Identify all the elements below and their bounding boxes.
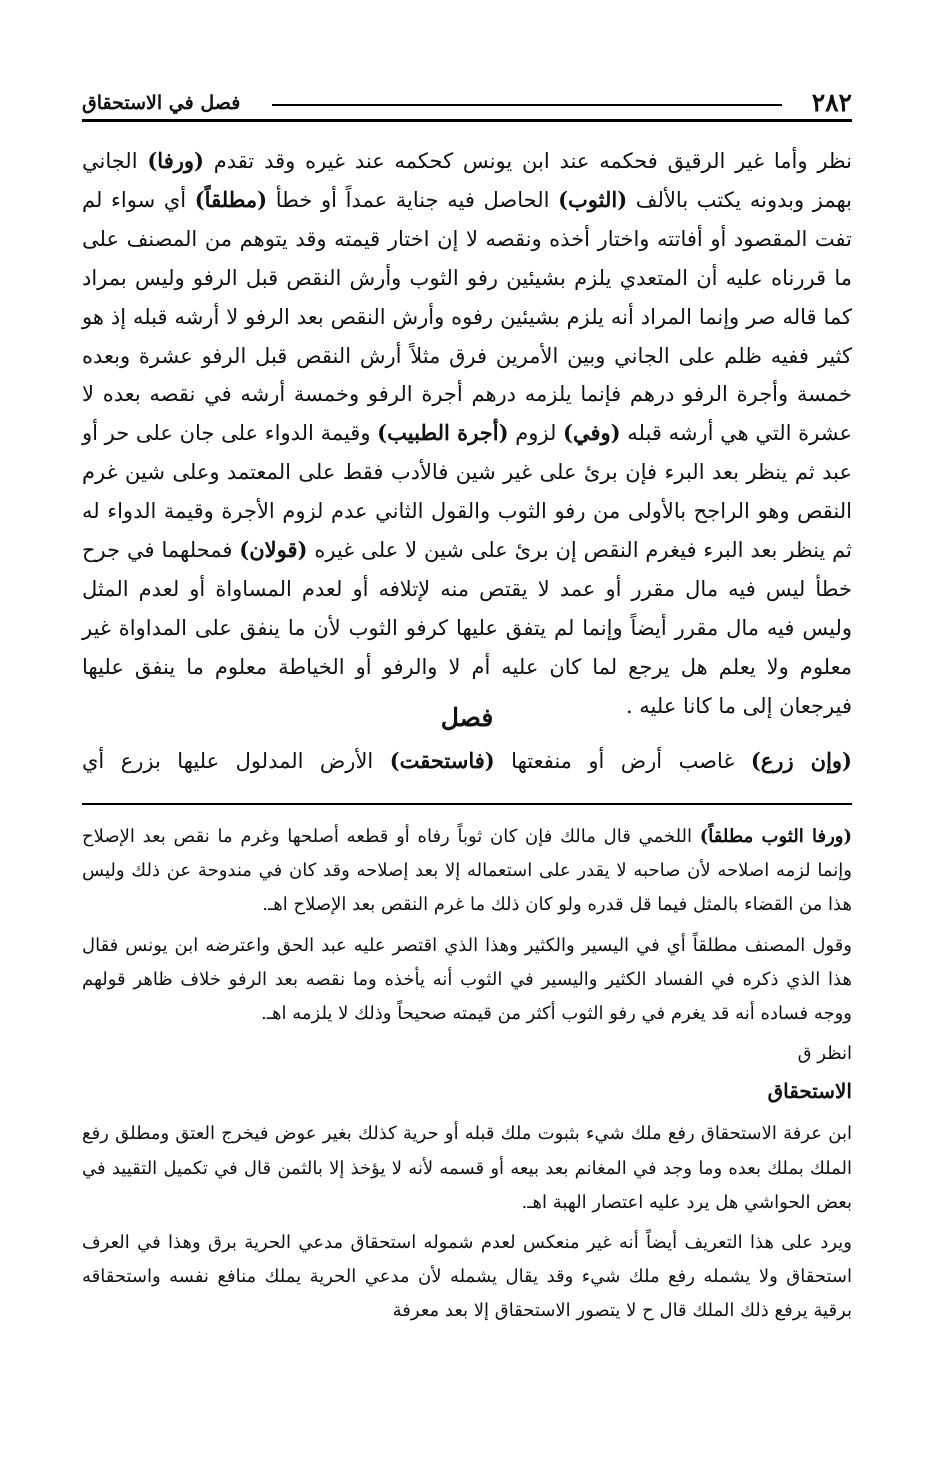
footnote-paragraph-4: ويرد على هذا التعريف أيضاً أنه غير منعكس لعدم شموله استحقاق مدعي الحرية برق وهذا في العرف استحقاق ولا يشمله رفع ملك شيء وقد يقال يشمله لأن مدعي الحرية يملك منافع نفسه واستحقاقه برقية يرفع ذلك الملك قال ح لا يتصور الاستحقاق إلا بعد معرفة [82,1232,852,1322]
section-title: فصل [440,703,494,732]
text-run: نظر وأما غير الرقيق فحكمه عند ابن يونس كحكمه عند غيره وقد تقدم [203,149,852,173]
bold-keyword: (ورفا الثوب مطلقاً) [699,826,852,847]
footnote-subheading: الاستحقاق [767,1079,852,1104]
text-run: الجاني بهمز وبدونه يكتب بالألف [82,149,853,212]
bold-keyword: (وفي) [563,420,621,446]
bold-keyword: (وإن زرع) [750,748,852,773]
footnote-paragraph-2: وقول المصنف مطلقاً أي في اليسير والكثير وهذا الذي اقتصر عليه عبد الحق واعترضه ابن يونس فقال هذا الذي ذكره في الفساد الكثير واليسير في الثوب أنه يأخذه وما نقصه بعد الرفو خلاف ظاهر قولهم ووجه فساده أنه قد يغرم في رفو الثوب أكثر من قيمته صحيحاً وذلك لا يلزمه اهـ. [82,934,852,1025]
footnote-separator [82,803,852,805]
bold-keyword: (فاستحقت) [389,748,495,773]
text-run: وقيمة الدواء على جان على حر أو عبد ثم ينظر بعد البرء فإن برئ على غير شين فالأدب فقط على المعتمد وعلى شين غرم النقص وهو الراجح بالأولى من رفو الثوب والقول الثاني عدم لزوم الأجرة وقيمة الدواء له ثم ينظر بعد البرء فيغرم النقص إن برئ على شين لا على غيره [82,421,852,563]
footnote-paragraph-3: ابن عرفة الاستحقاق رفع ملك شيء بثبوت ملك قبله أو حرية كذلك بغير عوض فيخرج العتق ومطلق رفع الملك بملك بعده وما وجد في المغانم بعد بيعه أو قسمه لأنه لا يؤخذ إلا بالثمن قال في تكميل التقييد في بعض الحواشي هل يرد عليه اعتصار الهبة اهـ. [82,1123,852,1213]
bold-keyword: (ورفا) [147,148,204,173]
text-run: غاصب أرض أو منفعتها [494,749,751,773]
header-dash-line [272,104,782,106]
bold-keyword: (الثوب) [558,186,628,212]
footnote-reference: انظر ق [797,1043,852,1065]
page-header [82,88,852,122]
footnotes [82,820,852,1335]
text-run: الأرض المدلول عليها بزرع أي [82,749,390,773]
text-run: الحاصل فيه جناية عمداً أو خطأ [267,187,559,212]
bold-keyword: (مطلقاً) [194,186,268,212]
text-run: أي سواء لم تفت المقصود أو أفاتته واختار أخذه ونقصه لا إن اختار قيمته وقد يتوهم من المصنف على ما قررناه عليه أن المتعدي يلزم بشيئين رفو الثوب وأرش النقص قبل الرفو وليس بمراد كما قاله صر وإنما المراد أنه يلزم بشيئين رفوه وأرش النقص بعد الرفو لا أرشه قبله إذ هو كثير ففيه ظلم على الجاني وبين الأمرين فرق مثلاً أرش النقص قبل الرفو عشرة وبعده خمسة وأجرة الرفو درهم فإنما يلزمه درهم أجرة الرفو وخمسة أرشه في نقصه بعده لا عشرة التي هي أرشه قبله [82,187,853,446]
main-text [82,142,852,726]
text-run: اللخمي قال مالك فإن كان ثوباً رفاه أو قطعه أصلحها وغرم ما نقص بعد الإصلاح وإنما لزمه اصلاحه لأن صاحبه لا يقدر على استعماله إلا بعد إصلاحه وقد كان في مندوحة عن ذلك وليس هذا من القضاء بالمثل فيما قل قدره ولو كان ذلك ما غرم النقص بعد الإصلاح اهـ. [82,826,852,916]
section-first-line [82,742,852,780]
text-run: فمحلهما في جرح خطأ ليس فيه مال مقرر أو عمد لا يقتص منه لإتلافه أو لعدم المساواة أو لعدم المثل وليس فيه مال مقرر أيضاً وإنما لم يتفق عليها كرفو الثوب لأن ما ينفق على المداواة غير معلوم ولا يعلم هل يرجع لما كان عليه أم لا والرفو أو الخياطة معلوم ما ينفق عليها فيرجعان إلى ما كانا عليه . [82,538,852,718]
bold-keyword: (أجرة الطبيب) [377,420,509,446]
header-rule [82,119,852,122]
text-run: لزوم [508,421,564,446]
bold-keyword: (قولان) [239,537,308,563]
main-paragraph [82,142,852,726]
footnote-paragraph-1 [82,820,852,923]
page-number: ٢٨٢ [811,88,852,117]
running-title: فصل في الاستحقاق [82,92,241,114]
